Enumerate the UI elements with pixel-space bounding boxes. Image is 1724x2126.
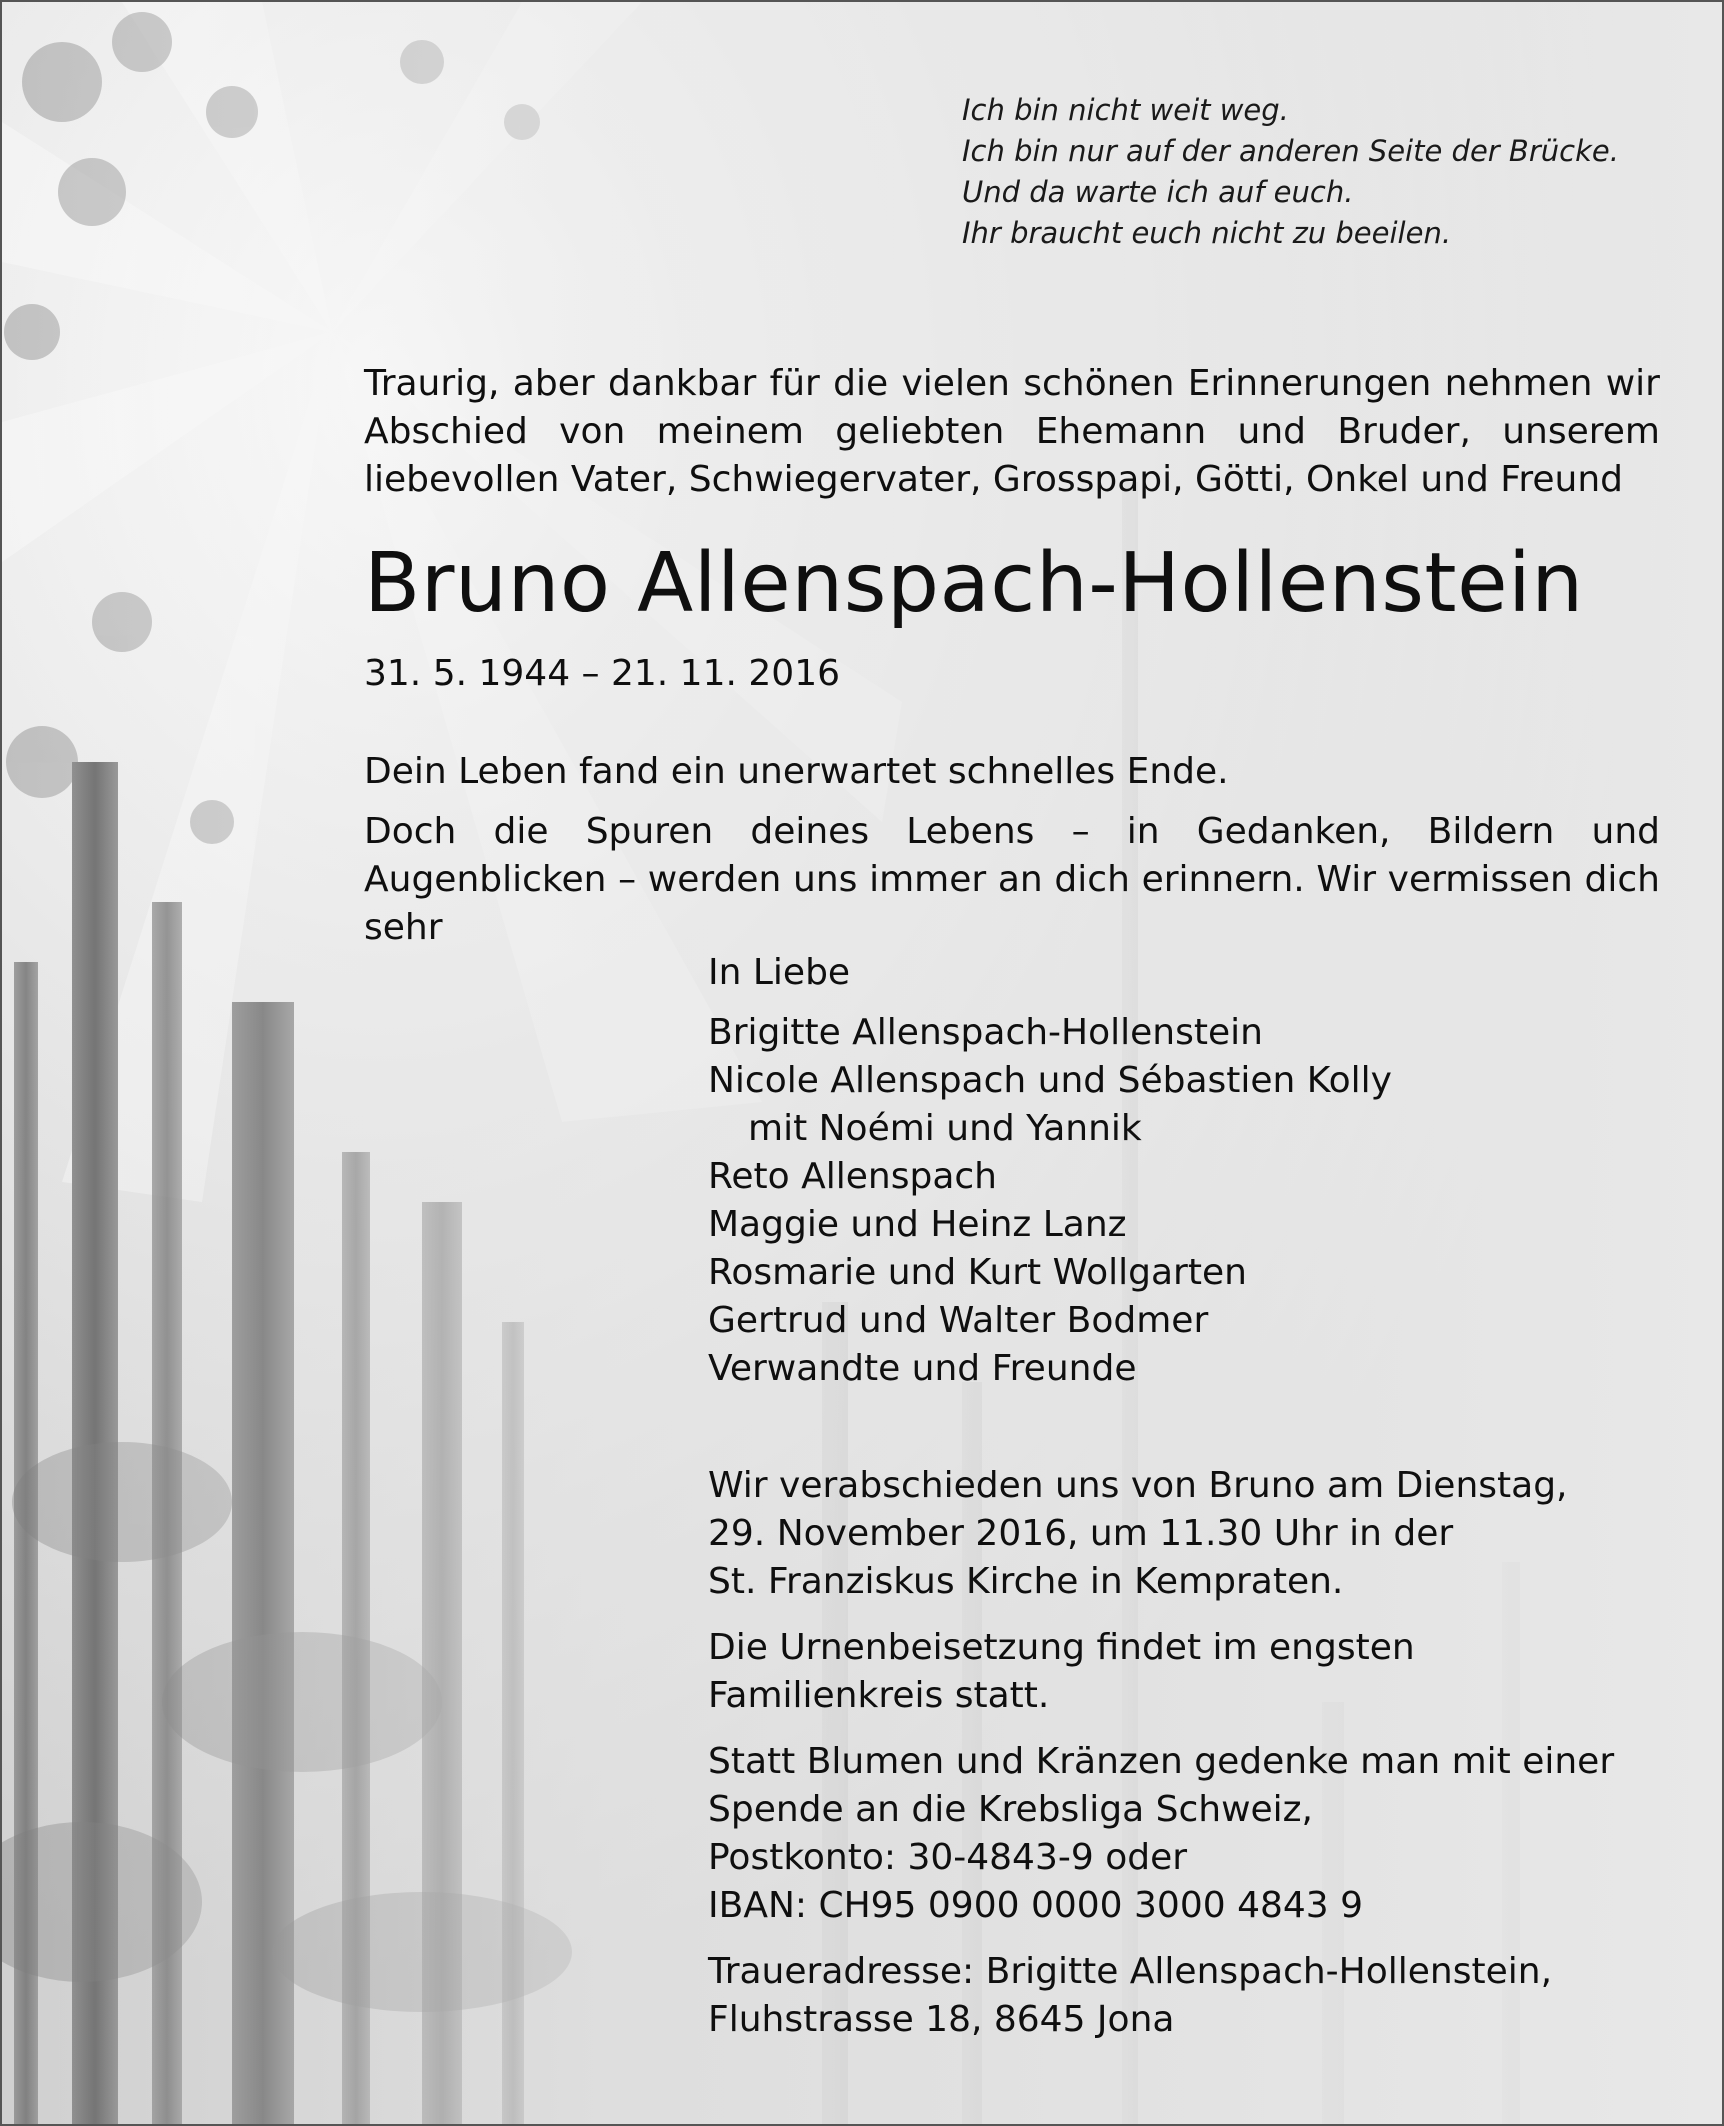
poem-line: Und da warte ich auf euch. <box>962 175 1354 209</box>
service-line: Wir verabschieden uns von Bruno am Dienstag, <box>708 1465 1568 1506</box>
address-line: Fluhstrasse 18, 8645 Jona <box>708 1999 1175 2040</box>
mourner-entry: Nicole Allenspach und Sébastien Kolly <box>708 1060 1392 1101</box>
mourner-entry: Brigitte Allenspach-Hollenstein <box>708 1012 1263 1053</box>
urn-burial-note <box>708 1624 1668 1720</box>
donation-note <box>708 1738 1668 1930</box>
life-text <box>364 748 1660 952</box>
life-sentence: Dein Leben fand ein unerwartet schnelles Ende. <box>364 751 1229 792</box>
poem-line: Ich bin nicht weit weg. <box>962 93 1289 127</box>
mourning-address <box>708 1948 1668 2044</box>
mourner-entry: Rosmarie und Kurt Wollgarten <box>708 1252 1247 1293</box>
mourners-heading: In Liebe <box>708 952 851 993</box>
mourner-entry: mit Noémi und Yannik <box>748 1108 1142 1149</box>
mourner-entry: Reto Allenspach <box>708 1156 998 1197</box>
service-details <box>708 1462 1668 1606</box>
service-line: 29. November 2016, um 11.30 Uhr in der <box>708 1513 1454 1554</box>
poem-line: Ihr braucht euch nicht zu beeilen. <box>962 216 1452 250</box>
mourner-entry: Maggie und Heinz Lanz <box>708 1204 1127 1245</box>
donation-line: IBAN: CH95 0900 0000 3000 4843 9 <box>708 1885 1364 1926</box>
mourners-list <box>708 949 1668 1393</box>
donation-line: Spende an die Krebsliga Schweiz, <box>708 1789 1314 1830</box>
address-line: Traueradresse: Brigitte Allenspach-Hollenstein, <box>708 1951 1553 1992</box>
life-dates: 31. 5. 1944 – 21. 11. 2016 <box>364 653 840 694</box>
service-information <box>708 1462 1668 2044</box>
poem-line: Ich bin nur auf der anderen Seite der Brücke. <box>962 134 1619 168</box>
poem <box>962 90 1682 254</box>
urn-line: Familienkreis statt. <box>708 1675 1050 1716</box>
service-line: St. Franziskus Kirche in Kempraten. <box>708 1561 1344 1602</box>
life-sentence: Doch die Spuren deines Lebens – in Gedanken, Bildern und Augenblicken – werden uns immer an dich erinnern. Wir vermissen dich sehr <box>364 811 1660 948</box>
urn-line: Die Urnenbeisetzung findet im engsten <box>708 1627 1415 1668</box>
donation-line: Postkonto: 30-4843-9 oder <box>708 1837 1188 1878</box>
donation-line: Statt Blumen und Kränzen gedenke man mit einer <box>708 1741 1615 1782</box>
deceased-name: Bruno Allenspach-Hollenstein <box>364 536 1584 631</box>
mourner-entry: Verwandte und Freunde <box>708 1348 1137 1389</box>
mourner-entry: Gertrud und Walter Bodmer <box>708 1300 1209 1341</box>
intro-paragraph: Traurig, aber dankbar für die vielen schönen Erinnerungen nehmen wir Abschied von meinem geliebten Ehemann und Bruder, unserem liebevollen Vater, Schwiegervater, Grosspapi, Götti, Onkel und Freund <box>364 363 1660 500</box>
